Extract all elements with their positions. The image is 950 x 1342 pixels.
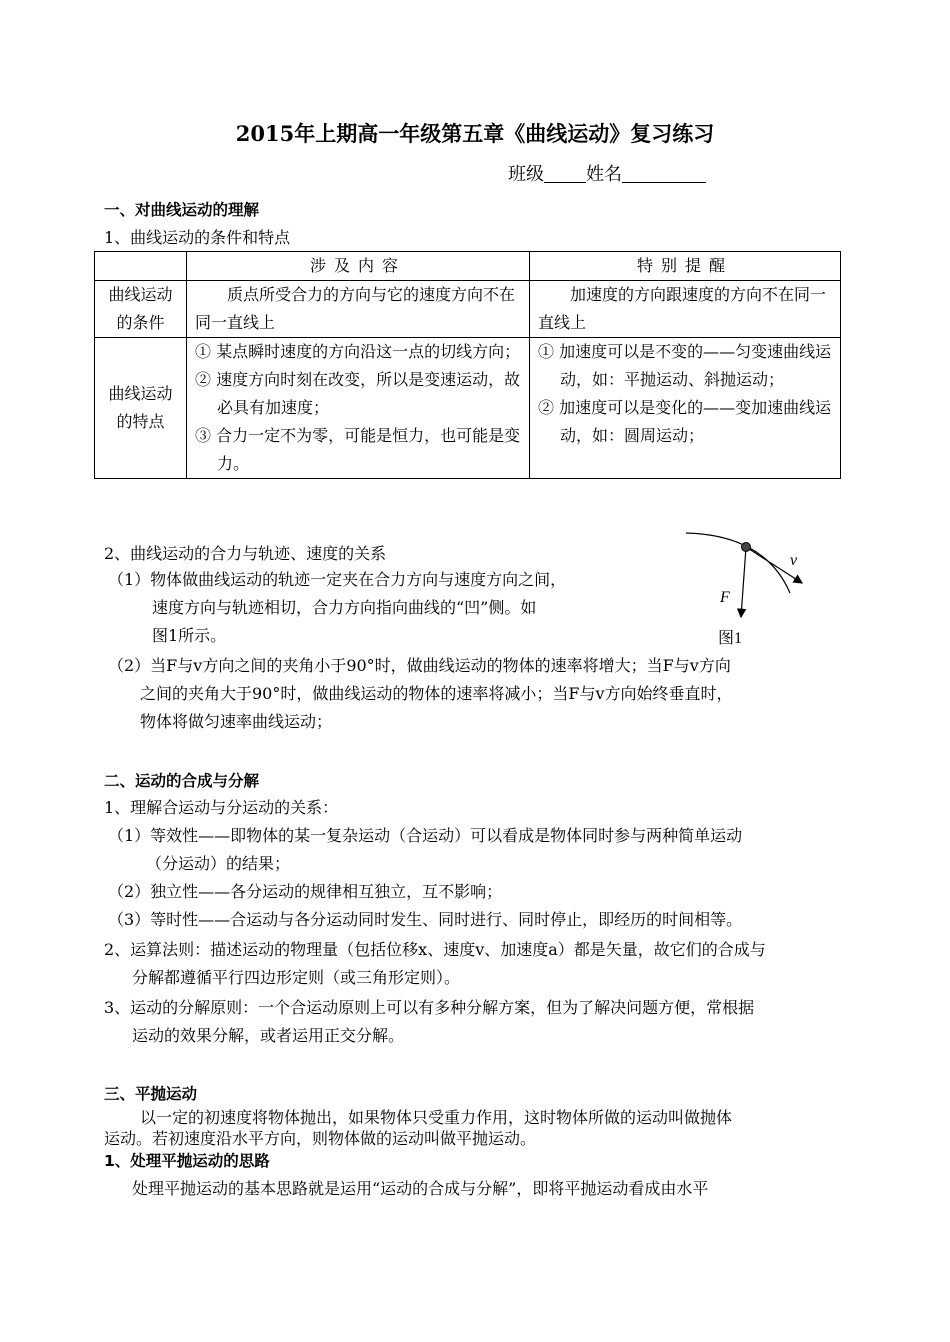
label-F: F [720, 589, 730, 606]
para2-line2: 之间的夹角大于90°时，做曲线运动的物体的速率将减小；当F与v方向始终垂直时， [140, 684, 733, 703]
class-blank [544, 164, 586, 183]
table-row [95, 281, 841, 338]
table-header-row [95, 252, 841, 281]
section2-line: （2）独立性——各分运动的规律相互独立，互不影响； [108, 882, 503, 901]
particle-dot [742, 543, 751, 552]
figure-1 [680, 525, 820, 655]
table-header-empty [95, 252, 187, 281]
table-header-reminder: 特别提醒 [530, 252, 841, 281]
section2-line: 分解都遵循平行四边形定则（或三角形定则）。 [132, 968, 461, 987]
trajectory-curve [686, 533, 790, 593]
row1-reminder: 加速度的方向跟速度的方向不在同一直线上 [530, 281, 841, 338]
conditions-table [94, 251, 841, 479]
section2-line: （1）等效性——即物体的某一复杂运动（合运动）可以看成是物体同时参与两种简单运动 [108, 826, 743, 845]
para2-line3: 物体将做匀速率曲线运动； [140, 712, 333, 731]
row1-content: 质点所受合力的方向与它的速度方向不在同一直线上 [187, 281, 530, 338]
page-title: 2015年上期高一年级第五章《曲线运动》复习练习 [235, 121, 715, 146]
section3-intro-2: 运动。若初速度沿水平方向，则物体做的运动叫做平抛运动。 [104, 1129, 537, 1148]
row2-head: 曲线运动 的特点 [95, 338, 187, 479]
para1-line1: （1）物体做曲线运动的轨迹一定夹在合力方向与速度方向之间， [108, 570, 567, 589]
section2-line: 2、运算法则：描述运动的物理量（包括位移x、速度v、加速度a）都是矢量，故它们的合成与 [104, 940, 766, 959]
section2-line: 运动的效果分解，或者运用正交分解。 [132, 1026, 405, 1045]
table-row [95, 338, 841, 479]
section1-heading: 一、对曲线运动的理解 [104, 201, 260, 219]
section3-para: 处理平抛运动的基本思路就是运用“运动的合成与分解”，即将平抛运动看成由水平 [132, 1179, 709, 1198]
table-header-content: 涉及内容 [187, 252, 530, 281]
section3-intro-1: 以一定的初速度将物体抛出，如果物体只受重力作用，这时物体所做的运动叫做抛体 [140, 1108, 733, 1127]
section2-line: （3）等时性——合运动与各分运动同时发生、同时进行、同时停止，即经历的时间相等。 [108, 910, 743, 929]
section2-line: 3、运动的分解原则：一个合运动原则上可以有多种分解方案，但为了解决问题方便，常根据 [104, 998, 755, 1017]
para1-line2: 速度方向与轨迹相切，合力方向指向曲线的“凹”侧。如 [152, 598, 537, 617]
section3-sub1: 1、处理平抛运动的思路 [104, 1152, 270, 1170]
section2-line: 1、理解合运动与分运动的关系： [104, 798, 339, 817]
class-label: 班级 [508, 164, 544, 185]
name-label: 姓名 [586, 164, 622, 185]
section1-sub1: 1、曲线运动的条件和特点 [104, 228, 291, 247]
label-v: v [790, 552, 798, 569]
section3-heading: 三、平抛运动 [104, 1085, 198, 1103]
section1-sub2: 2、曲线运动的合力与轨迹、速度的关系 [104, 544, 387, 563]
row2-reminder: ① 加速度可以是不变的——匀变速曲线运动，如：平抛运动、斜抛运动； ② 加速度可以是变化的——变加速曲线运动，如：圆周运动； [530, 338, 841, 479]
name-blank [622, 164, 706, 183]
section2-heading: 二、运动的合成与分解 [104, 772, 260, 790]
row2-content: ① 某点瞬时速度的方向沿这一点的切线方向； ② 速度方向时刻在改变，所以是变速运动，故必具有加速度； ③ 合力一定不为零，可能是恒力，也可能是变力。 [187, 338, 530, 479]
figure-caption: 图1 [718, 630, 743, 647]
class-name-line [508, 160, 706, 186]
para1-line3: 图1所示。 [152, 626, 227, 645]
section2-line: （分运动）的结果； [146, 854, 291, 873]
row1-head: 曲线运动 的条件 [95, 281, 187, 338]
para2-line1: （2）当F与v方向之间的夹角小于90°时，做曲线运动的物体的速率将增大；当F与v方向 [108, 656, 731, 675]
force-arrow [741, 547, 746, 617]
